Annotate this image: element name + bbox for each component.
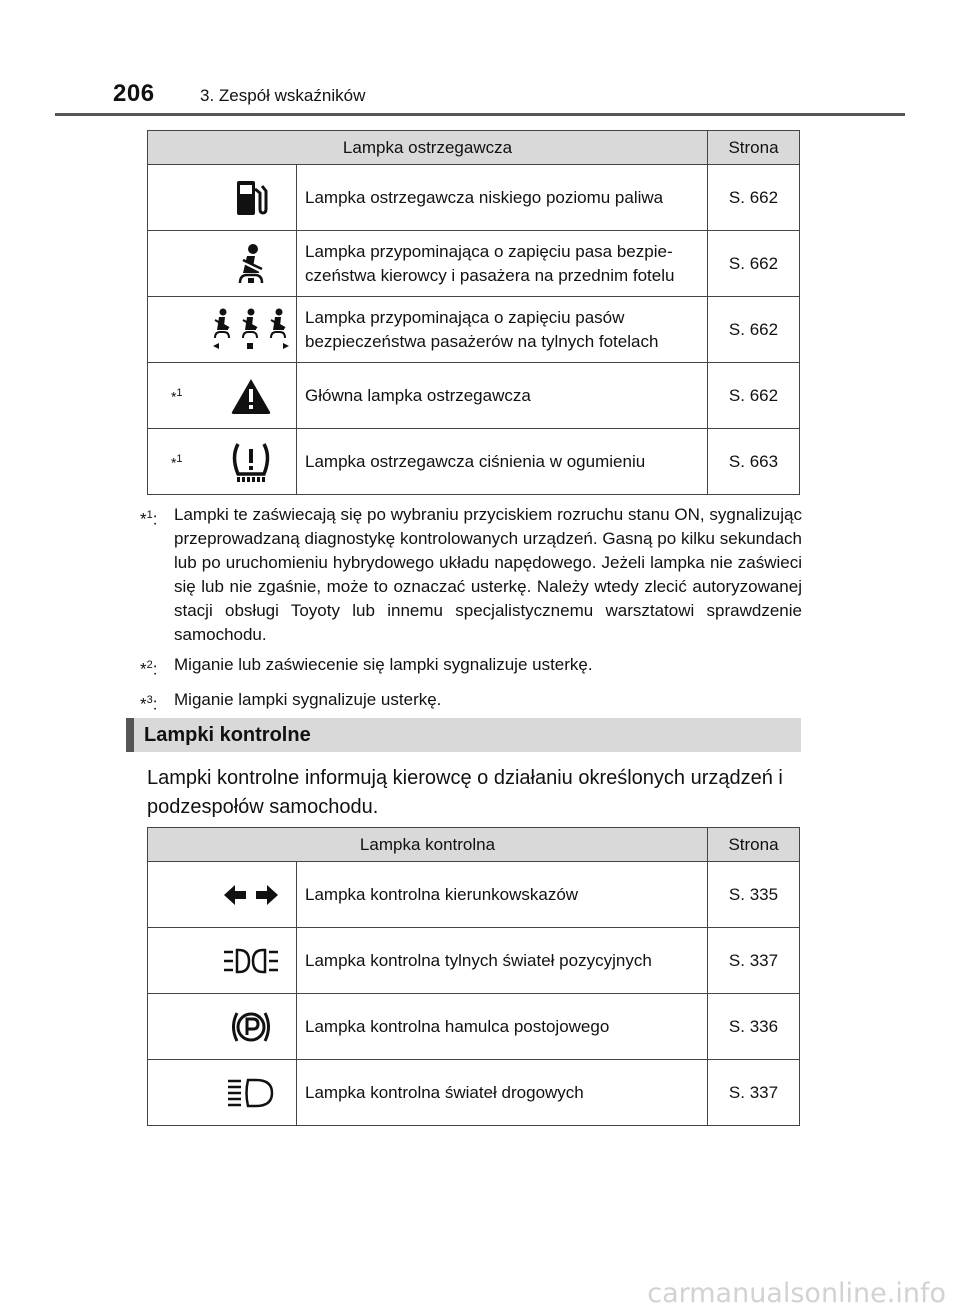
page-reference: S. 662	[708, 165, 800, 231]
footnote: *$^1$: Lampki te zaświecają się po wybraniu przyciskiem rozruchu stanu ON, sygnalizując przeprowadzaną diagnostykę kontrolowanych urządzeń. Gasną po kilku sekundach lub po uruchomieniu hybrydowego układu napędowego. Jeżeli lampka nie zaświeci się lub nie zgaśnie, może to oznaczać usterkę. Należy wtedy zlecić autoryzowanej stacji obsługi Toyoty lub innemu specjalistycznemu warsztatowi sprawdzenie samochodu.	[140, 503, 802, 647]
column-header-page: Strona	[708, 828, 800, 862]
row-mark	[148, 1060, 206, 1126]
intro-paragraph: Lampki kontrolne informują kierowcę o działaniu określonych urządzeń i podzespołów samochodu.	[147, 767, 783, 818]
section-heading-bar	[126, 718, 801, 752]
indicator-lights-table	[147, 827, 800, 1126]
page-reference: S. 662	[708, 297, 800, 363]
page-reference: S. 663	[708, 429, 800, 495]
page-reference: S. 337	[708, 1060, 800, 1126]
table-row	[148, 1060, 800, 1126]
row-mark	[148, 928, 206, 994]
lamp-description: Główna lampka ostrzegawcza	[297, 363, 708, 429]
lamp-description: Lampka ostrzegawcza niskiego poziomu paliwa	[297, 165, 708, 231]
row-mark	[148, 165, 206, 231]
section-heading: Lampki kontrolne	[144, 724, 311, 746]
page-reference: S. 335	[708, 862, 800, 928]
footnote: *$^3$: Miganie lampki sygnalizuje usterkę.	[140, 688, 802, 717]
lamp-description-line: bezpieczeństwa pasażerów na tylnych fotelach	[305, 331, 659, 351]
lamp-description-line: czeństwa kierowcy i pasażera na przednim fotelu	[305, 265, 675, 285]
footnote-text: Miganie lampki sygnalizuje usterkę.	[174, 689, 442, 709]
row-mark	[148, 994, 206, 1060]
master-warning-icon	[206, 377, 297, 415]
footnote: *$^2$: Miganie lub zaświecenie się lampki sygnalizuje usterkę.	[140, 653, 802, 682]
lamp-description: Lampka kontrolna hamulca postojowego	[297, 994, 708, 1060]
row-mark: *$^1$	[148, 363, 206, 429]
table-row	[148, 231, 800, 297]
table-header-row	[148, 828, 800, 862]
table-header-row	[148, 131, 800, 165]
section-title: 3. Zespół wskaźników	[200, 86, 366, 105]
high-beam-icon	[206, 1077, 297, 1109]
lamp-description: Lampka kontrolna tylnych świateł pozycyjnych	[297, 928, 708, 994]
table-row	[148, 165, 800, 231]
table-row	[148, 363, 800, 429]
tail-light-icon	[206, 946, 297, 976]
tire-pressure-warning-icon	[206, 441, 297, 483]
turn-signal-icon	[206, 883, 297, 907]
page-reference: S. 662	[708, 363, 800, 429]
table-row	[148, 994, 800, 1060]
table-row	[148, 297, 800, 363]
lamp-description: Lampka kontrolna świateł drogowych	[297, 1060, 708, 1126]
footnote-text: Lampki te zaświecają się po wybraniu przyciskiem rozruchu stanu ON, sygnalizując przeprowadzaną diagnostykę kontrolowanych urządzeń. Gasną po kilku sekundach lub po uruchomieniu hybrydowego układu napędowego. Jeżeli lampka nie zaświeci się lub nie zgaśnie, może to oznaczać usterkę. Należy wtedy zlecić autoryzowanej stacji obsługi Toyoty lub innemu specjalistycznemu warsztatowi sprawdzenie samochodu.	[174, 505, 802, 644]
row-mark: *$^1$	[148, 429, 206, 495]
page-number: 206	[113, 80, 155, 107]
row-mark	[148, 231, 206, 297]
row-mark	[148, 862, 206, 928]
page-reference: S. 336	[708, 994, 800, 1060]
heading-accent	[126, 718, 134, 752]
column-header-page: Strona	[708, 131, 800, 165]
watermark: carmanualsonline.info	[647, 1278, 946, 1309]
rear-seatbelt-reminder-icon	[206, 308, 297, 352]
lamp-description: Lampka kontrolna kierunkowskazów	[297, 862, 708, 928]
footnotes	[140, 503, 802, 722]
fuel-pump-icon	[206, 179, 297, 217]
lamp-description-line: Lampka przypominająca o zapięciu pasów	[305, 307, 625, 327]
page-reference: S. 662	[708, 231, 800, 297]
seatbelt-reminder-icon	[206, 243, 297, 285]
column-header-lamp: Lampka ostrzegawcza	[148, 131, 708, 165]
header-rule	[55, 113, 905, 116]
table-row	[148, 928, 800, 994]
parking-brake-icon	[206, 1007, 297, 1047]
table-row	[148, 429, 800, 495]
warning-lights-table	[147, 130, 800, 495]
lamp-description: Lampka ostrzegawcza ciśnienia w ogumieniu	[297, 429, 708, 495]
footnote-text: Miganie lub zaświecenie się lampki sygnalizuje usterkę.	[174, 655, 593, 674]
page-header	[0, 0, 960, 120]
page-reference: S. 337	[708, 928, 800, 994]
table-row	[148, 862, 800, 928]
column-header-lamp: Lampka kontrolna	[148, 828, 708, 862]
lamp-description-line: Lampka przypominająca o zapięciu pasa bezpie-	[305, 241, 673, 261]
row-mark	[148, 297, 206, 363]
